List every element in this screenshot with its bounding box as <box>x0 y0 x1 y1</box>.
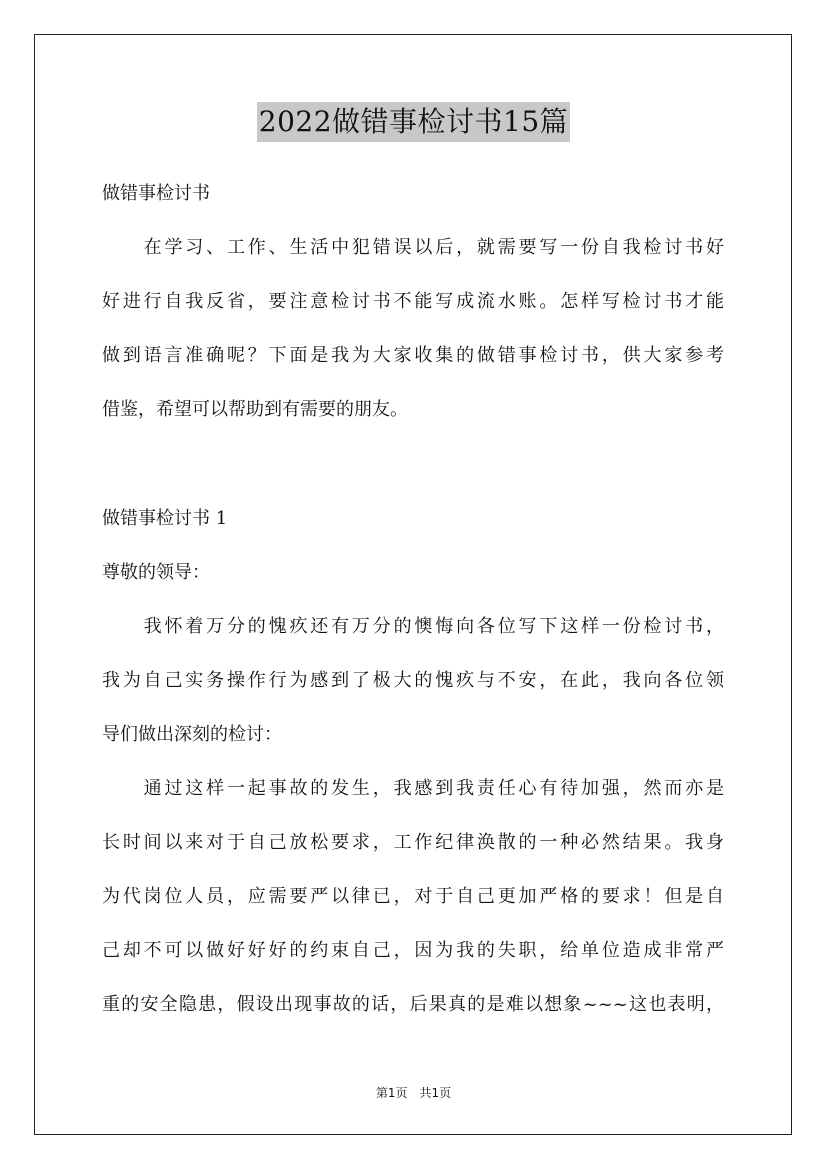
intro-line-1: 在学习、工作、生活中犯错误以后，就需要写一份自我检讨书好 <box>102 237 724 258</box>
body-line-7: 己却不可以做好好好的约束自己，因为我的失职，给单位造成非常严 <box>102 940 724 961</box>
salutation: 尊敬的领导： <box>102 562 210 583</box>
document-title-container <box>0 102 827 146</box>
intro-line-4: 借鉴，希望可以帮助到有需要的朋友。 <box>102 399 408 420</box>
body-line-4: 通过这样一起事故的发生，我感到我责任心有待加强，然而亦是 <box>102 778 724 799</box>
body-line-1: 我怀着万分的愧疚还有万分的懊悔向各位写下这样一份检讨书， <box>102 616 724 637</box>
document-title: 2022做错事检讨书15篇 <box>257 102 570 142</box>
body-line-3: 导们做出深刻的检讨： <box>102 724 282 745</box>
body-line-5: 长时间以来对于自己放松要求，工作纪律涣散的一种必然结果。我身 <box>102 832 724 853</box>
page-footer: 第1页 共1页 <box>375 1086 452 1100</box>
intro-line-2: 好进行自我反省，要注意检讨书不能写成流水账。怎样写检讨书才能 <box>102 291 724 312</box>
body-line-8: 重的安全隐患，假设出现事故的话，后果真的是难以想象~~~这也表明， <box>102 994 724 1015</box>
intro-line-3: 做到语言准确呢？下面是我为大家收集的做错事检讨书，供大家参考 <box>102 345 724 366</box>
letter-heading: 做错事检讨书 1 <box>102 508 228 529</box>
body-line-6: 为代岗位人员，应需要严以律已，对于自己更加严格的要求！但是自 <box>102 886 724 907</box>
section-heading: 做错事检讨书 <box>102 183 210 204</box>
body-line-2: 我为自己实务操作行为感到了极大的愧疚与不安，在此，我向各位领 <box>102 670 724 691</box>
